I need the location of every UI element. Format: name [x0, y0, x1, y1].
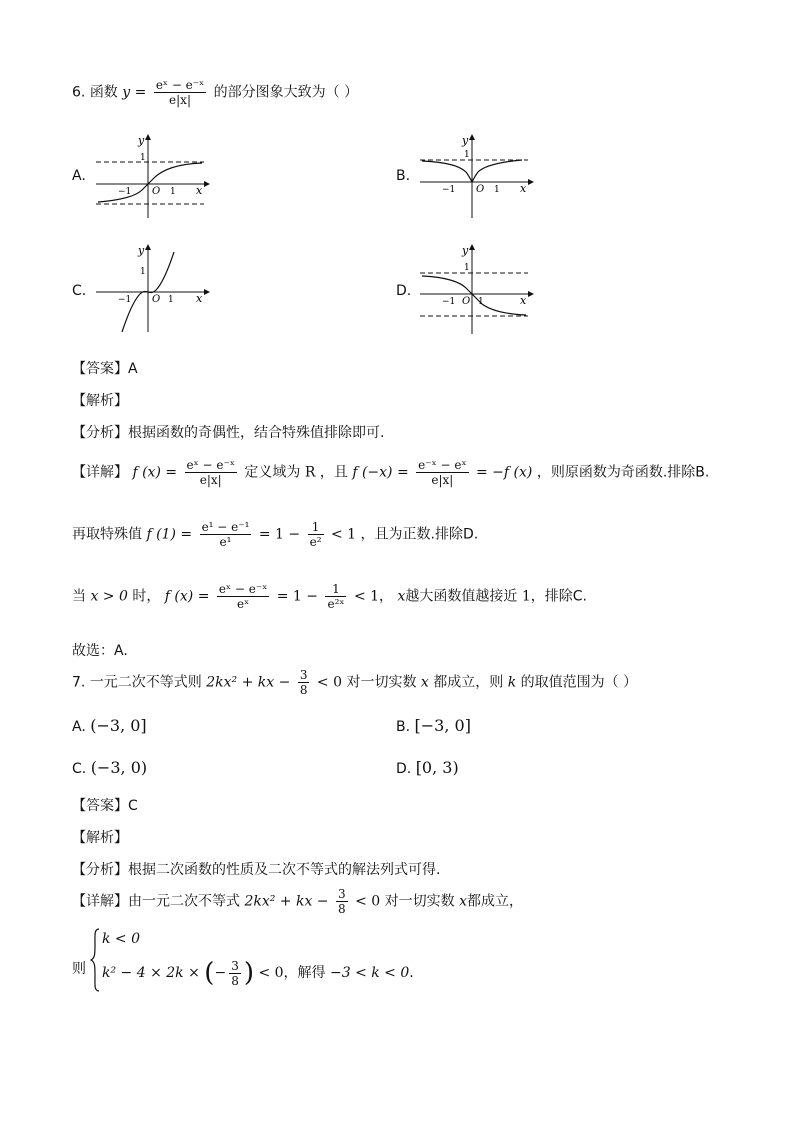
detail6-R: R — [304, 464, 316, 481]
fenxi6-tag: 【分析】 — [72, 425, 128, 441]
option7-a-label: A. — [72, 719, 86, 735]
system7-line2a: k² − 4 × 2k × — [102, 965, 200, 981]
system7-dot: . — [409, 965, 414, 981]
system7-t1: ，解得 — [283, 965, 326, 981]
arrow-x — [528, 179, 534, 185]
option7-b-value: [−3, 0] — [414, 716, 471, 735]
detail7-num: 3 — [338, 887, 346, 901]
option-b-label: B. — [396, 168, 411, 184]
system7-ze: 则 — [72, 961, 86, 977]
q7-frac — [298, 668, 310, 697]
label-o: O — [476, 184, 485, 195]
fenxi6 — [72, 422, 384, 442]
option7-c-label: C. — [72, 761, 87, 777]
system7-result: −3 < k < 0 — [329, 965, 410, 981]
label-y: y — [138, 244, 145, 257]
graph-d — [416, 240, 536, 336]
answer7-tag: 【答案】 — [72, 798, 128, 814]
option-c-label: C. — [72, 283, 87, 299]
label-one-y: 1 — [464, 150, 470, 160]
fenxi6-text: 根据函数的奇偶性，结合特殊值排除即可. — [128, 425, 385, 441]
arrow-y — [145, 134, 151, 140]
q7-k: k — [507, 674, 517, 691]
label-y: y — [138, 134, 145, 147]
label-one-x: 1 — [168, 295, 174, 305]
when6-den: eˣ — [237, 597, 250, 611]
when6-fx: f (x) = — [164, 588, 210, 605]
detail6-frac — [185, 458, 237, 487]
when6-t4: ，排除C. — [530, 588, 587, 605]
detail6-tag: 【详解】 — [72, 464, 128, 481]
q6-prefix: 函数 — [89, 84, 118, 101]
special6-lt: < 1 — [330, 526, 357, 543]
arrow-x — [204, 289, 210, 295]
detail6-t1: 定义域为 — [244, 464, 301, 481]
option7-c-value: (−3, 0) — [90, 758, 148, 777]
q6-number: 6. — [72, 84, 86, 101]
detail6-fx: f (x) = — [132, 464, 178, 481]
detail6-den2: e|x| — [431, 473, 454, 487]
option7-a — [72, 716, 147, 735]
fenxi7-tag: 【分析】 — [72, 862, 128, 878]
label-one-x: 1 — [170, 187, 176, 197]
arrow-y — [469, 134, 475, 140]
detail6-den: e|x| — [199, 473, 222, 487]
q7-t2: 对一切实数 — [346, 674, 417, 691]
detail6-fmx: f (−x) = — [352, 464, 409, 481]
when6-comma: ， — [379, 588, 394, 605]
label-one-y: 1 — [140, 267, 146, 277]
special6-line — [72, 520, 478, 549]
analysis6-tag: 【解析】 — [72, 393, 128, 409]
detail7-frac — [336, 887, 348, 916]
special6-num: e¹ − e⁻¹ — [201, 520, 250, 534]
answer6-tag: 【答案】 — [72, 361, 128, 377]
graph-a — [92, 130, 212, 220]
arrow-y — [145, 244, 151, 250]
option-a-label: A. — [72, 168, 86, 184]
option7-d — [396, 758, 459, 777]
choose6: 故选：A. — [72, 643, 128, 659]
q6-lhs: y = — [122, 84, 147, 101]
q6-frac-den: e|x| — [169, 93, 191, 107]
when6-frac-b — [325, 582, 346, 611]
special6-eq: = 1 − — [258, 526, 301, 543]
brace-icon — [90, 928, 100, 992]
option7-a-value: (−3, 0] — [90, 716, 147, 735]
when6-num: eˣ − e⁻ˣ — [218, 582, 268, 596]
label-one-y: 1 — [140, 153, 146, 163]
special6-den-b: e² — [309, 535, 322, 549]
system7-line2 — [102, 958, 414, 988]
answer6-value: A — [128, 361, 138, 377]
label-o: O — [462, 296, 471, 307]
label-one-x: 1 — [478, 297, 484, 307]
detail7-den: 8 — [338, 902, 346, 916]
special6-t2: ，且为正数.排除D. — [360, 526, 479, 543]
system7-line2b: < 0 — [258, 965, 284, 981]
label-neg-one: −1 — [118, 187, 132, 197]
detail6-num: eˣ − e⁻ˣ — [186, 458, 235, 472]
q6-suffix: 的部分图象大致为（ ） — [213, 84, 359, 101]
special6-den: e¹ — [219, 535, 232, 549]
arrow-y — [469, 244, 475, 250]
when6-t2: 时， — [132, 588, 161, 605]
q7-line — [72, 668, 637, 697]
label-one-y: 1 — [464, 263, 470, 273]
detail6-frac2 — [416, 458, 468, 487]
q7-x: x — [420, 674, 429, 691]
special6-t1: 再取特殊值 — [72, 526, 142, 543]
paren-right: ) — [243, 958, 254, 988]
system7-den: 8 — [231, 973, 239, 988]
detail7-x: x — [459, 893, 467, 910]
label-neg-one: −1 — [442, 297, 456, 307]
q7-den: 8 — [299, 683, 308, 697]
when6-one: 1 — [521, 588, 531, 605]
label-neg-one: −1 — [442, 185, 456, 195]
label-o: O — [152, 294, 161, 305]
analysis7-tag: 【解析】 — [72, 830, 128, 846]
when6-x: x — [397, 588, 406, 605]
label-x: x — [196, 292, 203, 305]
when6-den-b: e²ˣ — [327, 597, 345, 611]
answer6 — [72, 358, 138, 378]
label-neg-one: −1 — [118, 295, 132, 305]
when6-t3: 越大函数值越接近 — [405, 588, 518, 605]
label-x: x — [196, 184, 203, 197]
detail7-lt: < 0 — [355, 893, 381, 910]
detail6-t2: ，且 — [319, 464, 348, 481]
detail7-expr: 2kx² + kx − — [244, 893, 329, 910]
when6-cond: x > 0 — [90, 588, 128, 605]
when6-eq: = 1 − — [276, 588, 319, 605]
q7-num: 3 — [299, 668, 308, 682]
paren-left: ( — [204, 958, 215, 988]
curve — [98, 163, 202, 202]
fenxi7 — [72, 859, 440, 879]
detail7-line — [72, 887, 523, 916]
when6-t1: 当 — [72, 588, 86, 605]
arrow-x — [204, 181, 210, 187]
detail7-t3: 都成立， — [467, 893, 523, 910]
q6-frac-num: eˣ − e⁻ˣ — [155, 78, 205, 92]
q7-number: 7. — [72, 674, 86, 691]
detail6-num2: e⁻ˣ − eˣ — [418, 458, 467, 472]
option7-b — [396, 716, 471, 735]
label-y: y — [462, 244, 469, 257]
detail6-t3: ，则原函数为奇函数.排除B. — [536, 464, 710, 481]
detail6-line — [72, 458, 709, 487]
when6-lt: < 1 — [353, 588, 380, 605]
label-o: O — [152, 186, 161, 197]
detail6-eqneg: = −f (x) — [476, 464, 533, 481]
label-x: x — [520, 182, 527, 195]
detail7-t2: 对一切实数 — [384, 893, 455, 910]
system7-line1: k < 0 — [102, 931, 141, 947]
when6-frac — [217, 582, 269, 611]
q7-lt: < 0 — [316, 674, 342, 691]
curve — [422, 276, 526, 315]
when6-num-b: 1 — [325, 582, 346, 597]
label-x: x — [520, 294, 527, 307]
q7-t3: 都成立，则 — [433, 674, 504, 691]
option7-b-label: B. — [396, 719, 411, 735]
system7-frac — [229, 959, 241, 988]
detail7-t1: 由一元二次不等式 — [128, 893, 240, 910]
label-one-x: 1 — [494, 185, 500, 195]
graph-c — [92, 240, 212, 336]
arrow-x — [528, 291, 534, 297]
option7-c — [72, 758, 147, 777]
special6-f1: f (1) = — [146, 526, 193, 543]
fenxi7-text: 根据二次函数的性质及二次不等式的解法列式可得. — [128, 862, 441, 878]
graph-b — [416, 130, 536, 220]
q6-fraction — [154, 78, 206, 107]
q7-t4: 的取值范围为（ ） — [520, 674, 638, 691]
option-d-label: D. — [396, 283, 412, 299]
label-y: y — [462, 134, 469, 147]
q7-t1: 一元二次不等式则 — [89, 674, 202, 691]
when6-line — [72, 582, 587, 611]
special6-num-b: 1 — [308, 520, 324, 535]
system7-num: 3 — [231, 958, 239, 973]
q6-line — [72, 78, 358, 107]
system7-minus: − — [214, 965, 227, 981]
special6-frac-b — [308, 520, 324, 549]
answer7-value: C — [128, 798, 138, 814]
answer7 — [72, 795, 138, 815]
special6-frac — [200, 520, 252, 549]
option7-d-value: [0, 3) — [415, 758, 459, 777]
option7-d-label: D. — [396, 761, 412, 777]
detail7-tag: 【详解】 — [72, 893, 128, 910]
q7-expr: 2kx² + kx − — [206, 674, 291, 691]
